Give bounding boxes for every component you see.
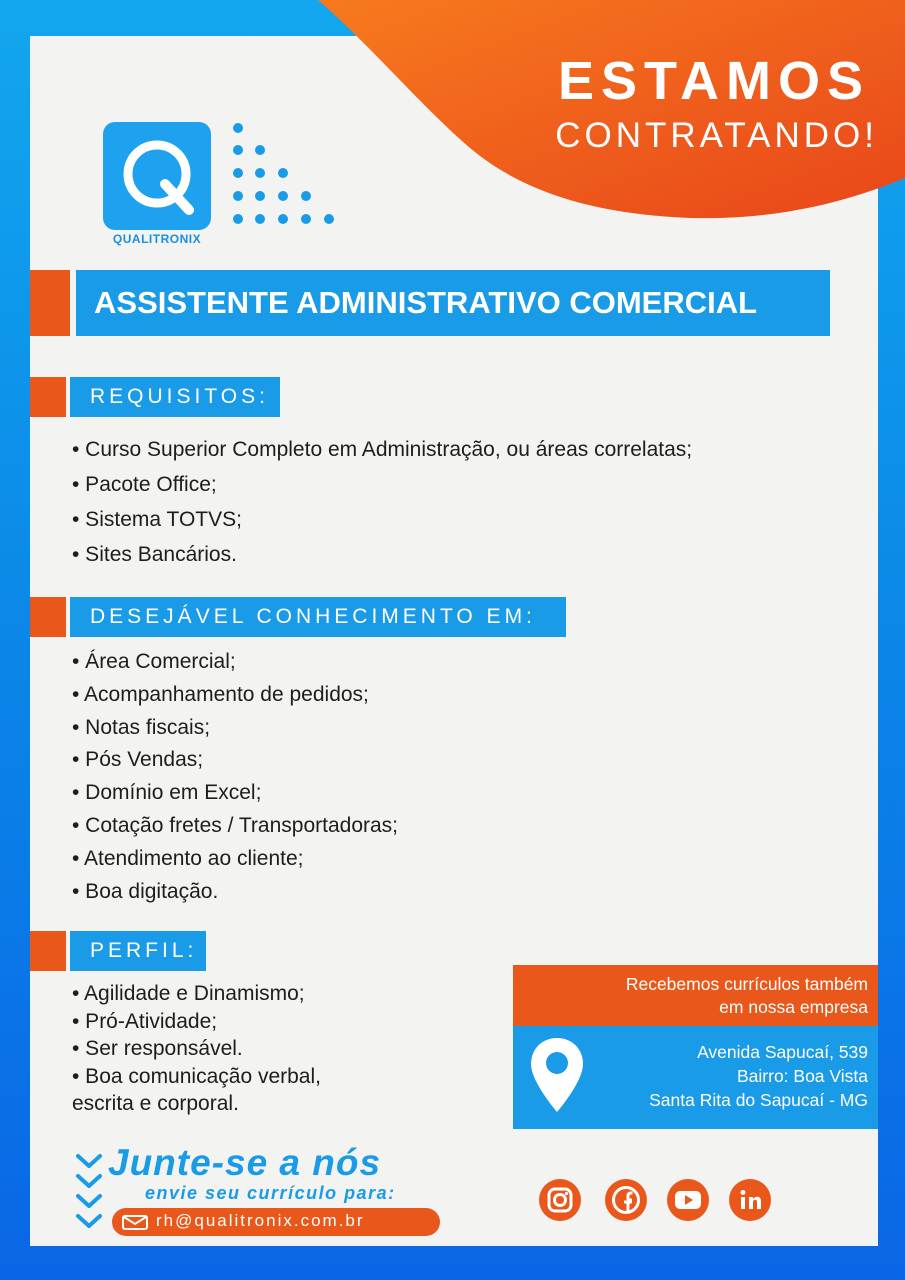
banner-line-2: CONTRATANDO! — [555, 116, 878, 155]
chevron-down-icon — [74, 1150, 106, 1232]
curriculos-line-2: em nossa empresa — [719, 997, 868, 1017]
email-address: rh@qualitronix.com.br — [156, 1211, 365, 1230]
address-text — [649, 1040, 868, 1112]
list-item: • Pró-Atividade; — [72, 1009, 218, 1033]
list-item: • Notas fiscais; — [72, 715, 211, 739]
requisitos-heading: REQUISITOS: — [70, 377, 280, 417]
desejavel-accent — [30, 597, 66, 637]
perfil-list — [72, 980, 321, 1118]
decorative-dots — [228, 120, 348, 230]
list-item: • Cotação fretes / Transportadoras; — [72, 813, 399, 837]
desejavel-heading: DESEJÁVEL CONHECIMENTO EM: — [70, 597, 566, 637]
desejavel-list — [72, 646, 398, 908]
requisitos-list — [72, 432, 692, 572]
list-item: • Boa comunicação verbal, — [72, 1064, 321, 1088]
list-item: escrita e corporal. — [72, 1092, 239, 1115]
perfil-accent — [30, 931, 66, 971]
address-district: Bairro: Boa Vista — [737, 1066, 868, 1086]
curriculos-line-1: Recebemos currículos também — [625, 974, 868, 994]
list-item: • Boa digitação. — [72, 879, 219, 903]
list-item: • Sites Bancários. — [72, 543, 237, 566]
facebook-icon[interactable] — [604, 1178, 648, 1222]
youtube-icon[interactable] — [666, 1178, 710, 1222]
address-city: Santa Rita do Sapucaí - MG — [649, 1090, 868, 1110]
list-item: • Ser responsável. — [72, 1037, 243, 1060]
linkedin-icon[interactable] — [728, 1178, 772, 1222]
list-item: • Sistema TOTVS; — [72, 508, 242, 531]
list-item: • Atendimento ao cliente; — [72, 846, 304, 870]
curriculos-heading — [513, 965, 878, 1026]
list-item: • Agilidade e Dinamismo; — [72, 982, 305, 1005]
location-pin-icon — [529, 1036, 585, 1116]
instagram-icon[interactable] — [538, 1178, 582, 1222]
title-accent — [30, 270, 70, 336]
list-item: • Pacote Office; — [72, 473, 217, 496]
list-item: • Acompanhamento de pedidos; — [72, 682, 369, 706]
list-item: • Domínio em Excel; — [72, 781, 262, 805]
cta-subtitle: envie seu currículo para: — [145, 1183, 396, 1203]
banner-line-1: ESTAMOS — [557, 51, 870, 111]
perfil-heading: PERFIL: — [70, 931, 206, 971]
email-link[interactable] — [112, 1208, 440, 1236]
q-logo-icon — [103, 122, 211, 230]
logo-name: QUALITRONIX — [112, 232, 202, 246]
list-item: • Curso Superior Completo em Administração, ou áreas correlatas; — [72, 438, 693, 461]
job-title: ASSISTENTE ADMINISTRATIVO COMERCIAL — [76, 270, 830, 336]
address-street: Avenida Sapucaí, 539 — [697, 1042, 868, 1062]
cta-title: Junte-se a nós — [108, 1142, 382, 1183]
list-item: • Pós Vendas; — [72, 748, 204, 772]
requisitos-accent — [30, 377, 66, 417]
list-item: • Área Comercial; — [72, 650, 236, 673]
envelope-icon — [122, 1215, 148, 1230]
address-box — [513, 1026, 878, 1129]
